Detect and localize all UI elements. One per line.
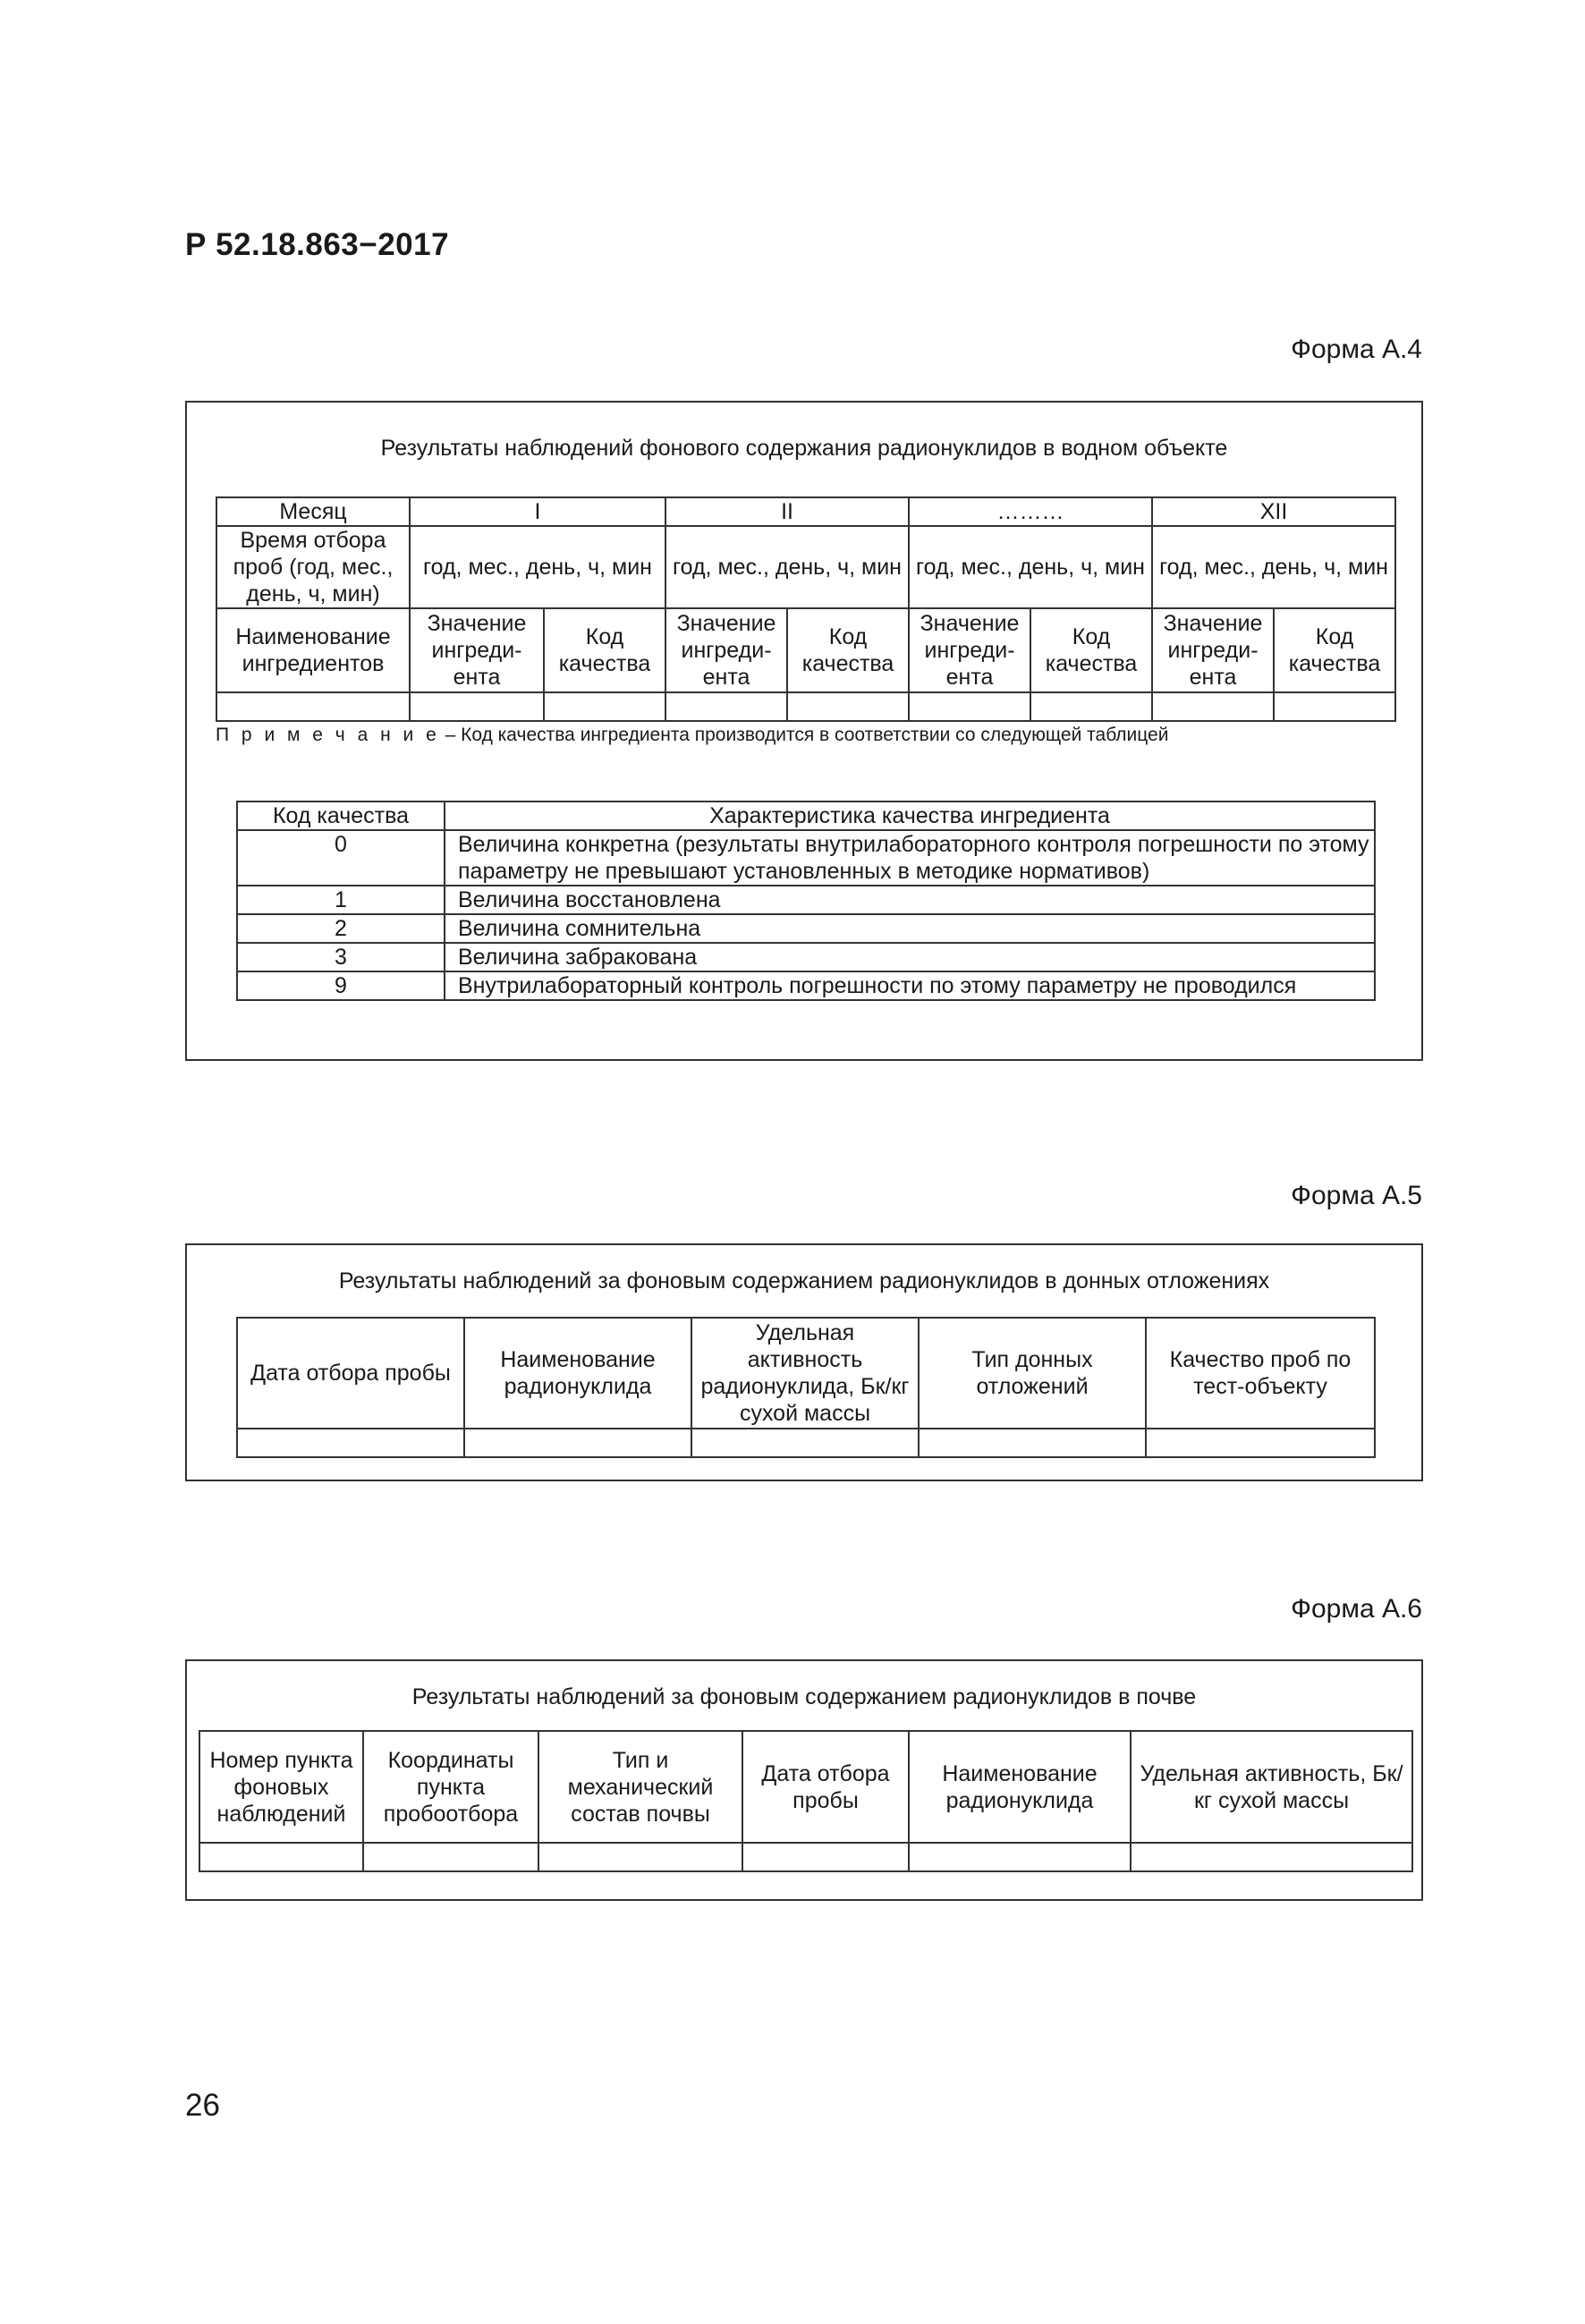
empty-cell[interactable] <box>1146 1429 1375 1457</box>
form-a4-table <box>216 496 1396 722</box>
quality-table-header <box>237 802 1375 830</box>
radionuclide-name-header: Наименование радионуклида <box>909 1731 1131 1843</box>
empty-cell[interactable] <box>919 1429 1146 1457</box>
quality-description: Величина восстановлена <box>445 886 1375 914</box>
station-number-header: Номер пункта фоновых наблюдений <box>199 1731 363 1843</box>
quality-description: Внутрилабораторный контроль погрешности по этому параметру не проводился <box>445 971 1375 1000</box>
empty-data-row <box>199 1843 1412 1871</box>
form-a5-title: Результаты наблюдений за фоновым содержанием радионуклидов в донных отложениях <box>338 1268 1270 1293</box>
quality-code-table <box>236 801 1376 1001</box>
radionuclide-name-header: Наименование радионуклида <box>464 1318 691 1429</box>
empty-cell[interactable] <box>665 692 787 721</box>
form-a4-title: Результаты наблюдений фонового содержания радионуклидов в водном объекте <box>380 436 1228 461</box>
specific-activity-header: Удельная активность радионуклида, Бк/кг сухой массы <box>691 1318 919 1429</box>
table-row <box>237 830 1375 886</box>
soil-type-header: Тип и механический состав почвы <box>538 1731 742 1843</box>
form-a4-label: Форма А.4 <box>1291 335 1422 364</box>
empty-cell[interactable] <box>464 1429 691 1457</box>
empty-data-row <box>216 692 1395 721</box>
quality-code-header: Код качества <box>544 608 665 692</box>
date-format-cell: год, мес., день, ч, мин <box>1152 526 1395 608</box>
empty-cell[interactable] <box>909 1843 1131 1871</box>
month-row <box>216 497 1395 526</box>
empty-cell[interactable] <box>216 692 410 721</box>
empty-cell[interactable] <box>1274 692 1395 721</box>
form-a6-label: Форма А.6 <box>1291 1594 1422 1624</box>
quality-description: Величина забракована <box>445 943 1375 971</box>
month-cell: XII <box>1152 497 1395 526</box>
month-cell: ……… <box>909 497 1152 526</box>
form-a6-table <box>199 1730 1413 1872</box>
quality-code: 3 <box>237 943 445 971</box>
document-code: Р 52.18.863−2017 <box>185 227 450 262</box>
empty-cell[interactable] <box>237 1429 464 1457</box>
sampling-date-header: Дата отбора пробы <box>742 1731 909 1843</box>
value-header: Значение ингреди-ента <box>410 608 544 692</box>
date-format-cell: год, мес., день, ч, мин <box>909 526 1152 608</box>
month-cell: I <box>410 497 665 526</box>
table-row <box>237 943 1375 971</box>
quality-description-column-header: Характеристика качества ингредиента <box>445 802 1375 830</box>
form-a5-label: Форма А.5 <box>1291 1181 1422 1210</box>
form-a5-table <box>236 1317 1376 1458</box>
ingredients-label: Наименование ингредиентов <box>216 608 410 692</box>
empty-cell[interactable] <box>787 692 909 721</box>
sampling-time-label: Время отбора проб (год, мес., день, ч, мин) <box>216 526 410 608</box>
empty-cell[interactable] <box>909 692 1030 721</box>
empty-cell[interactable] <box>544 692 665 721</box>
empty-cell[interactable] <box>199 1843 363 1871</box>
empty-cell[interactable] <box>742 1843 909 1871</box>
month-cell: II <box>665 497 909 526</box>
date-format-cell: год, мес., день, ч, мин <box>665 526 909 608</box>
empty-cell[interactable] <box>1131 1843 1412 1871</box>
sampling-time-row <box>216 526 1395 608</box>
empty-cell[interactable] <box>1030 692 1152 721</box>
month-label: Месяц <box>216 497 410 526</box>
sample-quality-header: Качество проб по тест-объекту <box>1146 1318 1375 1429</box>
quality-code: 2 <box>237 914 445 943</box>
note-text: – Код качества ингредиента производится в соответствии со следующей таблицей <box>439 725 1169 745</box>
quality-code-header: Код качества <box>787 608 909 692</box>
form-a6-header-row <box>199 1731 1412 1843</box>
quality-code: 9 <box>237 971 445 1000</box>
empty-data-row <box>237 1429 1375 1457</box>
value-header: Значение ингреди-ента <box>909 608 1030 692</box>
quality-code: 1 <box>237 886 445 914</box>
sampling-date-header: Дата отбора пробы <box>237 1318 464 1429</box>
empty-cell[interactable] <box>1152 692 1274 721</box>
note-prefix: П р и м е ч а н и е <box>216 725 440 745</box>
quality-code-header: Код качества <box>1030 608 1152 692</box>
empty-cell[interactable] <box>691 1429 919 1457</box>
form-a4-note <box>216 725 1168 746</box>
form-a5-frame <box>185 1243 1423 1481</box>
quality-code-column-header: Код качества <box>237 802 445 830</box>
quality-description: Величина сомнительна <box>445 914 1375 943</box>
table-row <box>237 971 1375 1000</box>
empty-cell[interactable] <box>410 692 544 721</box>
form-a6-title: Результаты наблюдений за фоновым содержанием радионуклидов в почве <box>411 1684 1197 1709</box>
empty-cell[interactable] <box>538 1843 742 1871</box>
table-row <box>237 914 1375 943</box>
coordinates-header: Координаты пункта пробоотбора <box>363 1731 538 1843</box>
quality-description: Величина конкретна (результаты внутрилабораторного контроля погрешности по этому параметру не превышают установленных в методике нормативов) <box>445 830 1375 886</box>
value-header: Значение ингреди-ента <box>1152 608 1274 692</box>
date-format-cell: год, мес., день, ч, мин <box>410 526 665 608</box>
page-number: 26 <box>185 2088 220 2123</box>
specific-activity-header: Удельная активность, Бк/кг сухой массы <box>1131 1731 1412 1843</box>
form-a5-header-row <box>237 1318 1375 1429</box>
quality-code-header: Код качества <box>1274 608 1395 692</box>
table-row <box>237 886 1375 914</box>
value-header: Значение ингреди-ента <box>665 608 787 692</box>
sediment-type-header: Тип донных отложений <box>919 1318 1146 1429</box>
ingredients-row <box>216 608 1395 692</box>
form-a6-frame <box>185 1659 1423 1901</box>
quality-code: 0 <box>237 830 445 886</box>
form-a4-frame <box>185 401 1423 1061</box>
empty-cell[interactable] <box>363 1843 538 1871</box>
